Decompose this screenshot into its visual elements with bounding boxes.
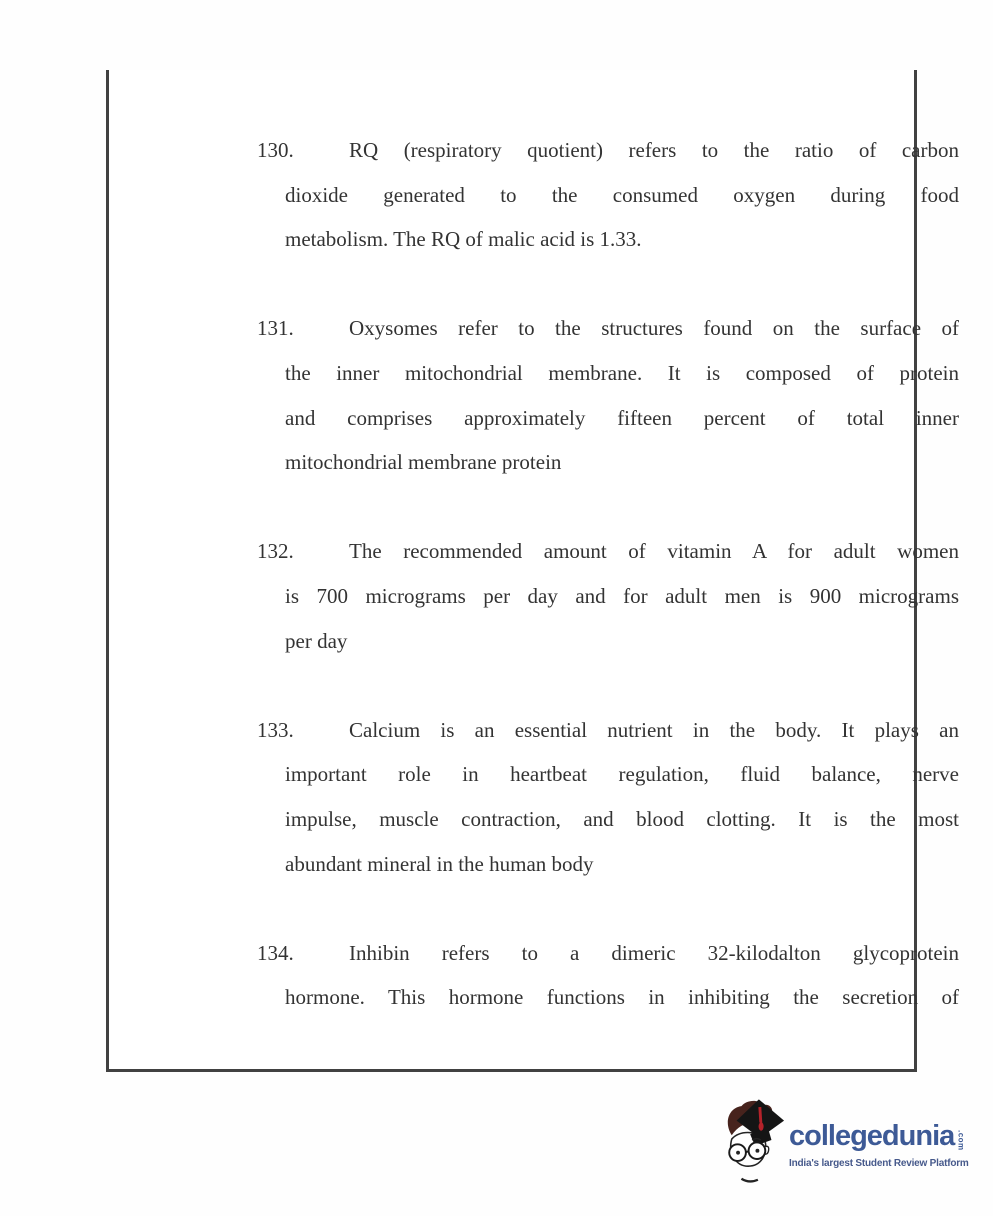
text-line: is 700 micrograms per day and for adult men is 900 micrograms bbox=[285, 583, 959, 608]
answer-item-134 bbox=[257, 931, 959, 1020]
collegedunia-mascot-icon bbox=[724, 1096, 786, 1186]
text-line: metabolism. The RQ of malic acid is 1.33. bbox=[285, 227, 642, 252]
text-line-content: Inhibin refers to a dimeric 32-kilodalton glycoprotein bbox=[349, 940, 959, 965]
text-line-content: Calcium is an essential nutrient in the body. It plays an bbox=[349, 717, 959, 742]
logo-text-group bbox=[789, 1122, 969, 1169]
text-line: hormone. This hormone functions in inhibiting the secretion of bbox=[285, 985, 959, 1010]
text-line-content: Oxysomes refer to the structures found on the surface of bbox=[349, 316, 959, 341]
item-number: 132. bbox=[257, 539, 294, 564]
answer-item-133 bbox=[257, 708, 959, 886]
item-number: 130. bbox=[257, 138, 294, 162]
text-line: impulse, muscle contraction, and blood clotting. It is the most bbox=[285, 806, 959, 831]
text-line bbox=[257, 306, 959, 351]
item-number: 133. bbox=[257, 717, 294, 742]
text-line: mitochondrial membrane protein bbox=[285, 450, 562, 475]
item-number: 134. bbox=[257, 940, 294, 965]
document-border-frame bbox=[106, 70, 959, 1072]
answer-item-132 bbox=[257, 529, 959, 663]
logo-tagline: India's largest Student Review Platform bbox=[789, 1158, 969, 1169]
text-line bbox=[257, 529, 959, 574]
text-line-content: RQ (respiratory quotient) refers to the ratio of carbon bbox=[349, 138, 959, 162]
text-line: and comprises approximately fifteen percent of total inner bbox=[285, 405, 959, 430]
answers-text-block bbox=[257, 128, 959, 1064]
answer-item-131 bbox=[257, 306, 959, 484]
collegedunia-logo[interactable] bbox=[724, 1096, 969, 1186]
text-line: dioxide generated to the consumed oxygen during food bbox=[285, 182, 959, 207]
text-line bbox=[257, 708, 959, 753]
text-line bbox=[257, 931, 959, 976]
item-number: 131. bbox=[257, 316, 294, 341]
text-line-content: The recommended amount of vitamin A for adult women bbox=[349, 539, 959, 564]
text-line: abundant mineral in the human body bbox=[285, 851, 594, 876]
text-line: important role in heartbeat regulation, fluid balance, nerve bbox=[285, 762, 959, 787]
text-line bbox=[257, 128, 959, 173]
text-line: per day bbox=[285, 628, 348, 653]
text-line: the inner mitochondrial membrane. It is composed of protein bbox=[285, 360, 959, 385]
logo-wordmark: collegedunia bbox=[789, 1120, 955, 1152]
logo-tld: .com bbox=[956, 1130, 966, 1151]
answer-item-130 bbox=[257, 128, 959, 262]
